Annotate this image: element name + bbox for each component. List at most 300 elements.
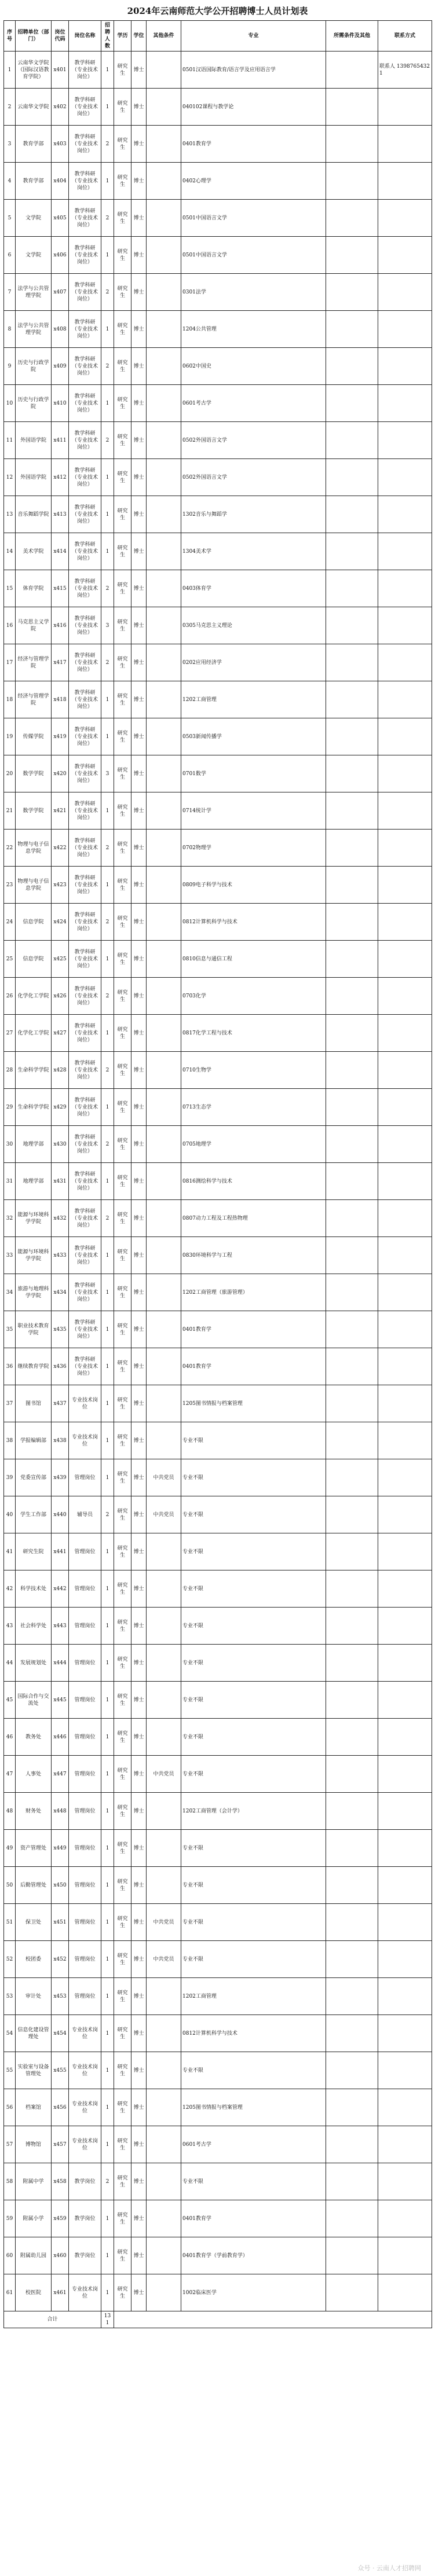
cell-degree: 博士 xyxy=(131,718,147,755)
cell-major: 1002临床医学 xyxy=(181,2274,326,2311)
cell-edu: 研究生 xyxy=(114,2237,131,2274)
cell-edu: 研究生 xyxy=(114,1422,131,1459)
cell-contact xyxy=(378,1052,432,1089)
cell-contact xyxy=(378,274,432,311)
cell-major: 1202工商管理 xyxy=(181,1978,326,2015)
cell-post: 管理岗位 xyxy=(69,1608,101,1645)
cell-major: 专业不限 xyxy=(181,1496,326,1533)
cell-degree: 博士 xyxy=(131,941,147,978)
cell-code: x444 xyxy=(52,1645,69,1682)
cell-degree: 博士 xyxy=(131,2274,147,2311)
cell-post: 教学科研（专业技术岗位） xyxy=(69,1015,101,1052)
cell-req xyxy=(326,1126,378,1163)
cell-contact xyxy=(378,126,432,163)
cell-unit: 文学院 xyxy=(16,237,52,274)
cell-no: 21 xyxy=(4,792,16,830)
cell-count: 1 xyxy=(101,867,114,904)
cell-code: x420 xyxy=(52,755,69,792)
cell-cond xyxy=(147,459,181,496)
cell-unit: 学生工作部 xyxy=(16,1496,52,1533)
cell-code: x428 xyxy=(52,1052,69,1089)
cell-post: 教学科研（专业技术岗位） xyxy=(69,830,101,867)
cell-code: x441 xyxy=(52,1533,69,1570)
table-row xyxy=(4,126,432,163)
cell-unit: 物理与电子信息学院 xyxy=(16,830,52,867)
cell-degree: 博士 xyxy=(131,496,147,533)
cell-degree: 博士 xyxy=(131,1867,147,1904)
cell-major: 0809电子科学与技术 xyxy=(181,867,326,904)
cell-edu: 研究生 xyxy=(114,2200,131,2237)
cell-major: 0401教育学 xyxy=(181,2200,326,2237)
cell-post: 教学科研（专业技术岗位） xyxy=(69,459,101,496)
cell-post: 教学科研（专业技术岗位） xyxy=(69,89,101,126)
table-row xyxy=(4,533,432,570)
cell-count: 1 xyxy=(101,311,114,348)
cell-unit: 审计处 xyxy=(16,1978,52,2015)
cell-post: 管理岗位 xyxy=(69,1645,101,1682)
cell-cond xyxy=(147,533,181,570)
table-row xyxy=(4,2126,432,2163)
cell-post: 专业技术岗位 xyxy=(69,2089,101,2126)
cell-major: 1204公共管理 xyxy=(181,311,326,348)
cell-contact xyxy=(378,1904,432,1941)
cell-contact xyxy=(378,1533,432,1570)
cell-no: 33 xyxy=(4,1237,16,1274)
cell-req xyxy=(326,755,378,792)
cell-code: x452 xyxy=(52,1941,69,1978)
cell-contact xyxy=(378,1756,432,1793)
cell-req xyxy=(326,1719,378,1756)
cell-unit: 文学院 xyxy=(16,200,52,237)
cell-edu: 研究生 xyxy=(114,237,131,274)
cell-degree: 博士 xyxy=(131,607,147,644)
cell-req xyxy=(326,274,378,311)
cell-major: 专业不限 xyxy=(181,1682,326,1719)
cell-code: x421 xyxy=(52,792,69,830)
cell-degree: 博士 xyxy=(131,311,147,348)
header-major: 专业 xyxy=(181,21,326,52)
cell-edu: 研究生 xyxy=(114,1348,131,1385)
cell-degree: 博士 xyxy=(131,348,147,385)
cell-code: x458 xyxy=(52,2163,69,2200)
table-row xyxy=(4,1422,432,1459)
cell-no: 22 xyxy=(4,830,16,867)
cell-contact xyxy=(378,1978,432,2015)
cell-post: 专业技术岗位 xyxy=(69,1422,101,1459)
cell-degree: 博士 xyxy=(131,867,147,904)
cell-count: 1 xyxy=(101,681,114,718)
cell-degree: 博士 xyxy=(131,1089,147,1126)
cell-req xyxy=(326,533,378,570)
cell-edu: 研究生 xyxy=(114,1867,131,1904)
table-row xyxy=(4,1941,432,1978)
cell-unit: 生命科学学院 xyxy=(16,1052,52,1089)
cell-major: 0401教育学（学前教育学） xyxy=(181,2237,326,2274)
table-row xyxy=(4,1311,432,1348)
cell-edu: 研究生 xyxy=(114,570,131,607)
table-row xyxy=(4,348,432,385)
cell-req xyxy=(326,1645,378,1682)
cell-major: 1205图书情报与档案管理 xyxy=(181,2089,326,2126)
cell-major: 0202应用经济学 xyxy=(181,644,326,681)
cell-major: 0402心理学 xyxy=(181,163,326,200)
cell-req xyxy=(326,1682,378,1719)
table-row xyxy=(4,607,432,644)
cell-no: 4 xyxy=(4,163,16,200)
cell-count: 1 xyxy=(101,1978,114,2015)
cell-contact xyxy=(378,89,432,126)
cell-unit: 国际合作与交流处 xyxy=(16,1682,52,1719)
document-title: 2024年云南师范大学公开招聘博士人员计划表 xyxy=(127,6,308,16)
cell-no: 31 xyxy=(4,1163,16,1200)
cell-unit: 后勤管理处 xyxy=(16,1867,52,1904)
watermark-text: 众号 · 云南人才招聘网 xyxy=(357,2564,421,2572)
cell-req xyxy=(326,904,378,941)
cell-contact xyxy=(378,718,432,755)
cell-degree: 博士 xyxy=(131,385,147,422)
cell-major: 1202工商管理 xyxy=(181,681,326,718)
cell-code: x403 xyxy=(52,126,69,163)
cell-no: 28 xyxy=(4,1052,16,1089)
cell-no: 35 xyxy=(4,1311,16,1348)
cell-major: 0501汉语国际教育/语言学及应用语言学 xyxy=(181,52,326,89)
cell-code: x405 xyxy=(52,200,69,237)
cell-cond xyxy=(147,1422,181,1459)
cell-cond xyxy=(147,830,181,867)
cell-cond xyxy=(147,681,181,718)
cell-major: 0807动力工程及工程热物理 xyxy=(181,1200,326,1237)
cell-cond xyxy=(147,867,181,904)
table-row xyxy=(4,830,432,867)
table-row xyxy=(4,1496,432,1533)
cell-no: 25 xyxy=(4,941,16,978)
cell-no: 49 xyxy=(4,1830,16,1867)
cell-count: 2 xyxy=(101,348,114,385)
total-row xyxy=(4,2311,432,2328)
cell-contact xyxy=(378,200,432,237)
cell-req xyxy=(326,2200,378,2237)
cell-post: 教学科研（专业技术岗位） xyxy=(69,681,101,718)
cell-degree: 博士 xyxy=(131,978,147,1015)
table-row xyxy=(4,978,432,1015)
cell-edu: 研究生 xyxy=(114,2163,131,2200)
cell-major: 040102课程与教学论 xyxy=(181,89,326,126)
cell-degree: 博士 xyxy=(131,533,147,570)
cell-major: 0816测绘科学与技术 xyxy=(181,1163,326,1200)
cell-post: 专业技术岗位 xyxy=(69,2126,101,2163)
cell-code: x456 xyxy=(52,2089,69,2126)
cell-code: x454 xyxy=(52,2015,69,2052)
cell-code: x429 xyxy=(52,1089,69,1126)
cell-degree: 博士 xyxy=(131,755,147,792)
table-row xyxy=(4,1608,432,1645)
cell-unit: 音乐舞蹈学院 xyxy=(16,496,52,533)
cell-count: 1 xyxy=(101,2015,114,2052)
cell-post: 教学科研（专业技术岗位） xyxy=(69,496,101,533)
total-count: 131 xyxy=(101,2311,114,2328)
header-degree: 学位 xyxy=(131,21,147,52)
cell-degree: 博士 xyxy=(131,1904,147,1941)
cell-unit: 数学学院 xyxy=(16,755,52,792)
cell-cond: 中共党员 xyxy=(147,1496,181,1533)
cell-major: 专业不限 xyxy=(181,1941,326,1978)
cell-major: 0830环境科学与工程 xyxy=(181,1237,326,1274)
cell-edu: 研究生 xyxy=(114,681,131,718)
cell-edu: 研究生 xyxy=(114,978,131,1015)
table-row xyxy=(4,2200,432,2237)
cell-cond xyxy=(147,941,181,978)
cell-count: 1 xyxy=(101,1941,114,1978)
cell-unit: 附属小学 xyxy=(16,2200,52,2237)
cell-req xyxy=(326,2274,378,2311)
cell-cond xyxy=(147,1682,181,1719)
table-body xyxy=(4,52,432,2311)
cell-cond xyxy=(147,200,181,237)
cell-contact xyxy=(378,1793,432,1830)
table-row xyxy=(4,2089,432,2126)
cell-no: 32 xyxy=(4,1200,16,1237)
cell-major: 0601考古学 xyxy=(181,2126,326,2163)
cell-edu: 研究生 xyxy=(114,2274,131,2311)
table-header-row xyxy=(4,21,432,52)
cell-post: 管理岗位 xyxy=(69,1793,101,1830)
cell-major: 0305马克思主义理论 xyxy=(181,607,326,644)
cell-edu: 研究生 xyxy=(114,1978,131,2015)
cell-count: 1 xyxy=(101,1608,114,1645)
cell-no: 16 xyxy=(4,607,16,644)
table-row xyxy=(4,1200,432,1237)
header-no: 序号 xyxy=(4,21,16,52)
cell-no: 5 xyxy=(4,200,16,237)
table-row xyxy=(4,1052,432,1089)
cell-req xyxy=(326,2237,378,2274)
cell-code: x414 xyxy=(52,533,69,570)
cell-degree: 博士 xyxy=(131,644,147,681)
cell-req xyxy=(326,1867,378,1904)
cell-unit: 化学化工学院 xyxy=(16,1015,52,1052)
cell-post: 教学科研（专业技术岗位） xyxy=(69,274,101,311)
cell-unit: 学报编辑部 xyxy=(16,1422,52,1459)
header-post: 岗位名称 xyxy=(69,21,101,52)
cell-count: 2 xyxy=(101,978,114,1015)
cell-unit: 物理与电子信息学院 xyxy=(16,867,52,904)
table-row xyxy=(4,2015,432,2052)
cell-contact xyxy=(378,237,432,274)
cell-code: x460 xyxy=(52,2237,69,2274)
cell-cond: 中共党员 xyxy=(147,1904,181,1941)
cell-req xyxy=(326,1793,378,1830)
cell-code: x408 xyxy=(52,311,69,348)
cell-code: x402 xyxy=(52,89,69,126)
cell-edu: 研究生 xyxy=(114,607,131,644)
cell-cond xyxy=(147,1978,181,2015)
cell-req xyxy=(326,126,378,163)
cell-cond xyxy=(147,2200,181,2237)
cell-unit: 法学与公共管理学院 xyxy=(16,274,52,311)
cell-unit: 法学与公共管理学院 xyxy=(16,311,52,348)
cell-unit: 继续教育学院 xyxy=(16,1348,52,1385)
table-row xyxy=(4,2163,432,2200)
cell-edu: 研究生 xyxy=(114,1015,131,1052)
cell-cond xyxy=(147,2015,181,2052)
cell-req xyxy=(326,1756,378,1793)
cell-no: 12 xyxy=(4,459,16,496)
cell-degree: 博士 xyxy=(131,2126,147,2163)
header-unit: 招聘单位（部门） xyxy=(16,21,52,52)
table-row xyxy=(4,1274,432,1311)
cell-no: 43 xyxy=(4,1608,16,1645)
cell-edu: 研究生 xyxy=(114,904,131,941)
cell-no: 11 xyxy=(4,422,16,459)
cell-req xyxy=(326,1978,378,2015)
cell-cond xyxy=(147,978,181,1015)
cell-post: 教学科研（专业技术岗位） xyxy=(69,1052,101,1089)
cell-req xyxy=(326,1533,378,1570)
table-row xyxy=(4,718,432,755)
cell-edu: 研究生 xyxy=(114,2015,131,2052)
cell-count: 2 xyxy=(101,2163,114,2200)
cell-major: 专业不限 xyxy=(181,1570,326,1608)
cell-no: 54 xyxy=(4,2015,16,2052)
cell-unit: 历史与行政学院 xyxy=(16,385,52,422)
cell-code: x446 xyxy=(52,1719,69,1756)
table-row xyxy=(4,200,432,237)
cell-no: 3 xyxy=(4,126,16,163)
cell-code: x423 xyxy=(52,867,69,904)
table-row xyxy=(4,385,432,422)
cell-count: 1 xyxy=(101,1348,114,1385)
cell-edu: 研究生 xyxy=(114,644,131,681)
cell-contact xyxy=(378,1459,432,1496)
cell-cond xyxy=(147,2126,181,2163)
cell-unit: 外国语学院 xyxy=(16,422,52,459)
cell-cond xyxy=(147,1719,181,1756)
cell-req xyxy=(326,1904,378,1941)
cell-contact xyxy=(378,681,432,718)
cell-contact xyxy=(378,644,432,681)
cell-post: 教学科研（专业技术岗位） xyxy=(69,348,101,385)
cell-post: 管理岗位 xyxy=(69,1570,101,1608)
cell-no: 6 xyxy=(4,237,16,274)
cell-contact xyxy=(378,2015,432,2052)
cell-post: 教学科研（专业技术岗位） xyxy=(69,941,101,978)
table-row xyxy=(4,2052,432,2089)
cell-contact xyxy=(378,2274,432,2311)
cell-edu: 研究生 xyxy=(114,2089,131,2126)
cell-major: 专业不限 xyxy=(181,2163,326,2200)
cell-cond xyxy=(147,644,181,681)
cell-no: 18 xyxy=(4,681,16,718)
cell-unit: 教务处 xyxy=(16,1719,52,1756)
cell-no: 50 xyxy=(4,1867,16,1904)
cell-req xyxy=(326,1274,378,1311)
cell-count: 1 xyxy=(101,1533,114,1570)
cell-post: 教学科研（专业技术岗位） xyxy=(69,1163,101,1200)
cell-cond xyxy=(147,607,181,644)
cell-major: 0713生态学 xyxy=(181,1089,326,1126)
cell-post: 管理岗位 xyxy=(69,1978,101,2015)
cell-edu: 研究生 xyxy=(114,1682,131,1719)
cell-major: 专业不限 xyxy=(181,1533,326,1570)
cell-major: 专业不限 xyxy=(181,1904,326,1941)
cell-contact xyxy=(378,2200,432,2237)
cell-contact xyxy=(378,1274,432,1311)
cell-edu: 研究生 xyxy=(114,274,131,311)
cell-degree: 博士 xyxy=(131,1645,147,1682)
cell-post: 专业技术岗位 xyxy=(69,1385,101,1422)
cell-degree: 博士 xyxy=(131,200,147,237)
cell-req xyxy=(326,644,378,681)
cell-no: 13 xyxy=(4,496,16,533)
cell-req xyxy=(326,830,378,867)
cell-post: 教学科研（专业技术岗位） xyxy=(69,607,101,644)
cell-degree: 博士 xyxy=(131,1533,147,1570)
cell-post: 教学科研（专业技术岗位） xyxy=(69,755,101,792)
table-row xyxy=(4,1348,432,1385)
total-filler xyxy=(114,2311,432,2328)
cell-edu: 研究生 xyxy=(114,1163,131,1200)
cell-degree: 博士 xyxy=(131,1830,147,1867)
cell-post: 教学科研（专业技术岗位） xyxy=(69,1348,101,1385)
cell-no: 57 xyxy=(4,2126,16,2163)
cell-cond xyxy=(147,1385,181,1422)
cell-code: x406 xyxy=(52,237,69,274)
cell-major: 0501中国语言文学 xyxy=(181,200,326,237)
cell-major: 0817化学工程与技术 xyxy=(181,1015,326,1052)
cell-unit: 外国语学院 xyxy=(16,459,52,496)
cell-unit: 发展规划处 xyxy=(16,1645,52,1682)
cell-code: x412 xyxy=(52,459,69,496)
cell-major: 专业不限 xyxy=(181,1830,326,1867)
cell-cond xyxy=(147,1867,181,1904)
cell-contact xyxy=(378,1682,432,1719)
cell-code: x461 xyxy=(52,2274,69,2311)
cell-unit: 财务处 xyxy=(16,1793,52,1830)
cell-req xyxy=(326,607,378,644)
cell-post: 管理岗位 xyxy=(69,1459,101,1496)
cell-post: 管理岗位 xyxy=(69,1904,101,1941)
cell-req xyxy=(326,978,378,1015)
cell-contact xyxy=(378,1570,432,1608)
cell-cond xyxy=(147,52,181,89)
cell-cond xyxy=(147,348,181,385)
cell-req xyxy=(326,348,378,385)
cell-req xyxy=(326,422,378,459)
cell-unit: 图书馆 xyxy=(16,1385,52,1422)
cell-edu: 研究生 xyxy=(114,755,131,792)
cell-post: 教学科研（专业技术岗位） xyxy=(69,200,101,237)
cell-count: 1 xyxy=(101,496,114,533)
cell-contact xyxy=(378,348,432,385)
cell-no: 60 xyxy=(4,2237,16,2274)
table-row xyxy=(4,1978,432,2015)
cell-no: 45 xyxy=(4,1682,16,1719)
cell-cond xyxy=(147,2163,181,2200)
cell-post: 教学科研（专业技术岗位） xyxy=(69,978,101,1015)
cell-post: 教学科研（专业技术岗位） xyxy=(69,163,101,200)
cell-post: 教学科研（专业技术岗位） xyxy=(69,533,101,570)
cell-contact xyxy=(378,755,432,792)
cell-code: x453 xyxy=(52,1978,69,2015)
cell-code: x439 xyxy=(52,1459,69,1496)
cell-post: 教学岗位 xyxy=(69,2163,101,2200)
cell-req xyxy=(326,941,378,978)
cell-req xyxy=(326,200,378,237)
cell-count: 1 xyxy=(101,2200,114,2237)
cell-cond xyxy=(147,1237,181,1274)
cell-no: 24 xyxy=(4,904,16,941)
cell-cond xyxy=(147,1052,181,1089)
